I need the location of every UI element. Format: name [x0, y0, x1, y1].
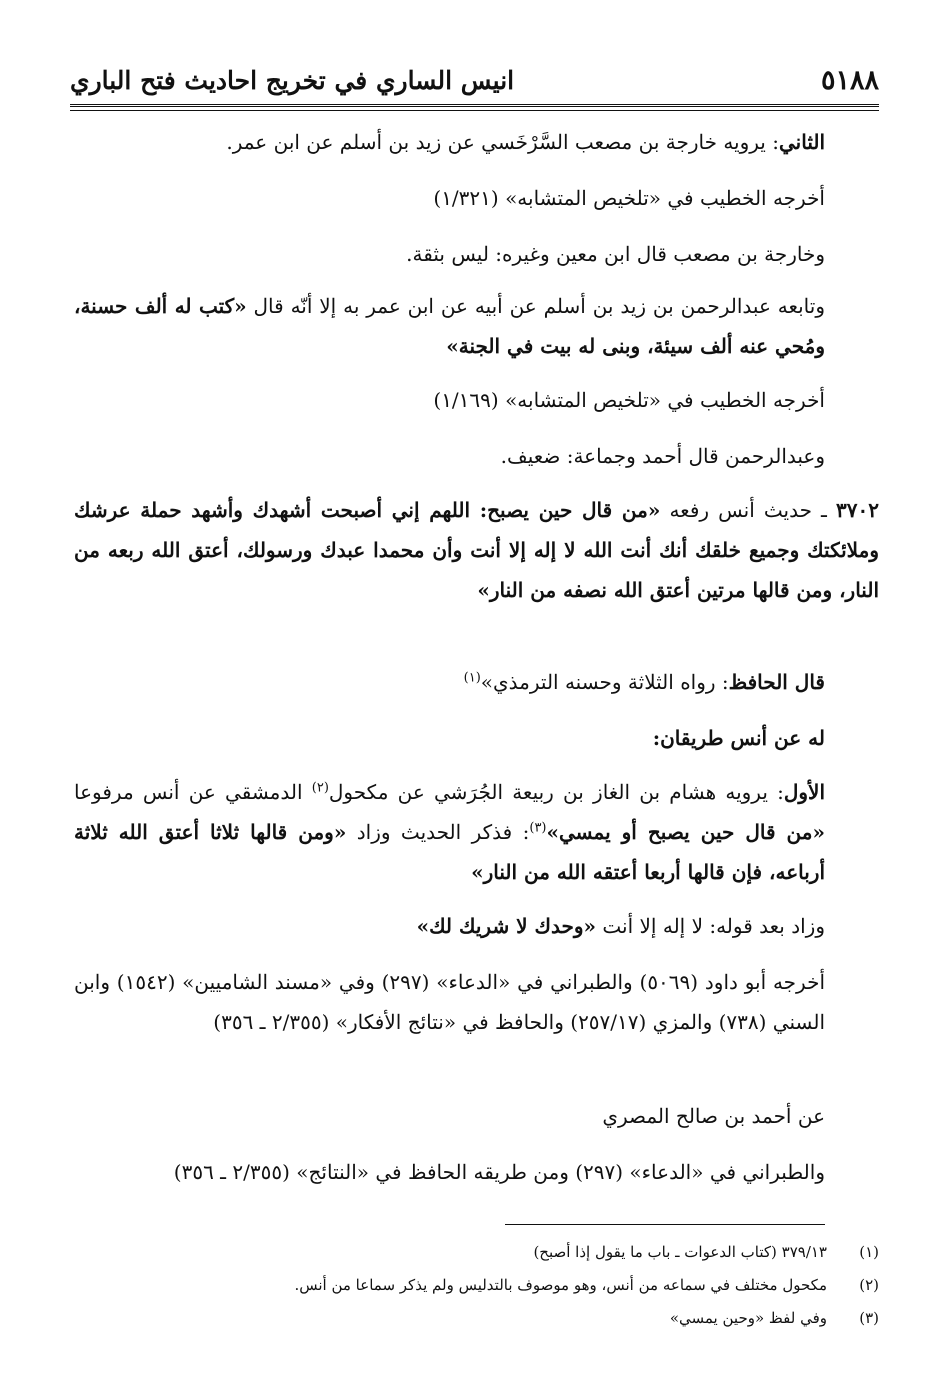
paragraph-tabarani: والطبراني في «الدعاء» (٢٩٧) ومن طريقه الحافظ في «النتائج» (٢/٣٥٥ ـ ٣٥٦) — [173, 1160, 825, 1184]
label-first: الأول — [783, 780, 825, 804]
paragraph-ahmad: عن أحمد بن صالح المصري — [602, 1104, 825, 1128]
header-rule — [70, 104, 879, 111]
main-text-middle — [74, 662, 825, 774]
paragraph-second-route — [74, 122, 825, 162]
paragraph-turuq: له عن أنس طريقان: — [652, 726, 825, 750]
main-text-bottom — [74, 1096, 825, 1208]
footnote-ref-2: (٢) — [311, 780, 329, 796]
footnote-number: (٢) — [859, 1276, 879, 1294]
paragraph-hafiz — [74, 662, 825, 702]
footnote-ref-3: (٣) — [529, 820, 547, 836]
paragraph-zad — [74, 906, 825, 946]
paragraph-first-route — [74, 772, 825, 892]
quote-zad: «وحدك لا شريك لك» — [416, 914, 597, 938]
main-text-lower — [74, 906, 825, 962]
text-first-a: : يرويه هشام بن الغاز بن ربيعة الجُرَشي عن مكحول — [328, 780, 784, 804]
text-zad: وزاد بعد قوله: لا إله إلا أنت — [596, 914, 825, 938]
paragraph-takhrij-2: أخرجه الخطيب في «تلخيص المتشابه» (١/١٦٩) — [433, 388, 825, 412]
footnote-1 — [74, 1236, 879, 1269]
text-second: : يرويه خارجة بن مصعب السَّرْخَسي عن زيد بن أسلم عن ابن عمر. — [226, 130, 779, 154]
quote-first-1: «من قال حين يصبح أو يمسي» — [546, 820, 825, 844]
footnote-number: (١) — [859, 1243, 879, 1261]
paragraph-abdurrahman: وعبدالرحمن قال أحمد وجماعة: ضعيف. — [500, 444, 825, 468]
footnote-2 — [74, 1269, 879, 1302]
quote-mutaba: «كتب له ألف حسنة، ومُحي عنه ألف سيئة، وبنى له بيت في الجنة» — [74, 294, 825, 358]
paragraph-mutaba — [74, 286, 825, 366]
main-text-upper-2 — [74, 380, 825, 492]
main-text-upper — [74, 122, 825, 290]
hadith-block — [74, 490, 879, 610]
book-title: انيس الساري في تخريج احاديث فتح الباري — [70, 65, 515, 95]
footnote-text: وفي لفظ «وحين يمسي» — [669, 1309, 827, 1327]
paragraph-kharija: وخارجة بن مصعب قال ابن معين وغيره: ليس بثقة. — [406, 242, 825, 266]
text-first-b: الدمشقي عن أنس مرفوعا — [74, 780, 312, 804]
footnote-rule — [505, 1224, 825, 1225]
label-hafiz: قال الحافظ — [728, 670, 825, 694]
page-number: ٥١٨٨ — [820, 64, 879, 96]
footnote-number: (٣) — [859, 1309, 879, 1327]
footnote-ref-1: (١) — [463, 670, 481, 686]
hadith-text: «من قال حين يصبح: اللهم إني أصبحت أشهدك وأشهد حملة عرشك وملائكتك وجميع خلقك أنك أنت الله لا إله إلا أنت وأن محمدا عبدك ورسولك، أعتق الله ربعه من النار، ومن قالها مرتين أعتق الله نصفه من النار» — [74, 498, 879, 602]
paragraph-takhrij-1: أخرجه الخطيب في «تلخيص المتشابه» (١/٣٢١) — [433, 186, 825, 210]
quote-first-2: «ومن قالها ثلاثا أعتق الله ثلاثة أرباعه، فإن قالها أربعا أعتقه الله من النار» — [74, 820, 825, 884]
footnotes — [74, 1236, 879, 1335]
running-header — [70, 58, 879, 102]
paragraph-takhrij-3: أخرجه أبو داود (٥٠٦٩) والطبراني في «الدعاء» (٢٩٧) وفي «مسند الشاميين» (١٥٤٢) وابن السني (٧٣٨) والمزي (٢٥٧/١٧) والحافظ في «نتائج الأفكار» (٢/٣٥٥ ـ ٣٥٦) — [74, 970, 825, 1034]
footnote-text: مكحول مختلف في سماعه من أنس، وهو موصوف بالتدليس ولم يذكر سماعا من أنس. — [294, 1276, 827, 1294]
footnote-text: ٣٧٩/١٣ (كتاب الدعوات ـ باب ما يقول إذا أصبح) — [533, 1243, 827, 1261]
hadith-intro: ـ حديث أنس رفعه — [660, 498, 837, 522]
text-first-c: : فذكر الحديث وزاد — [346, 820, 530, 844]
hadith-number: ٣٧٠٢ — [836, 498, 879, 522]
text-hafiz: : رواه الثلاثة وحسنه الترمذي» — [480, 670, 729, 694]
footnote-3 — [74, 1302, 879, 1335]
label-second: الثاني — [778, 130, 825, 154]
text-mutaba: وتابعه عبدالرحمن بن زيد بن أسلم عن أبيه عن ابن عمر به إلا أنّه قال — [246, 294, 825, 318]
